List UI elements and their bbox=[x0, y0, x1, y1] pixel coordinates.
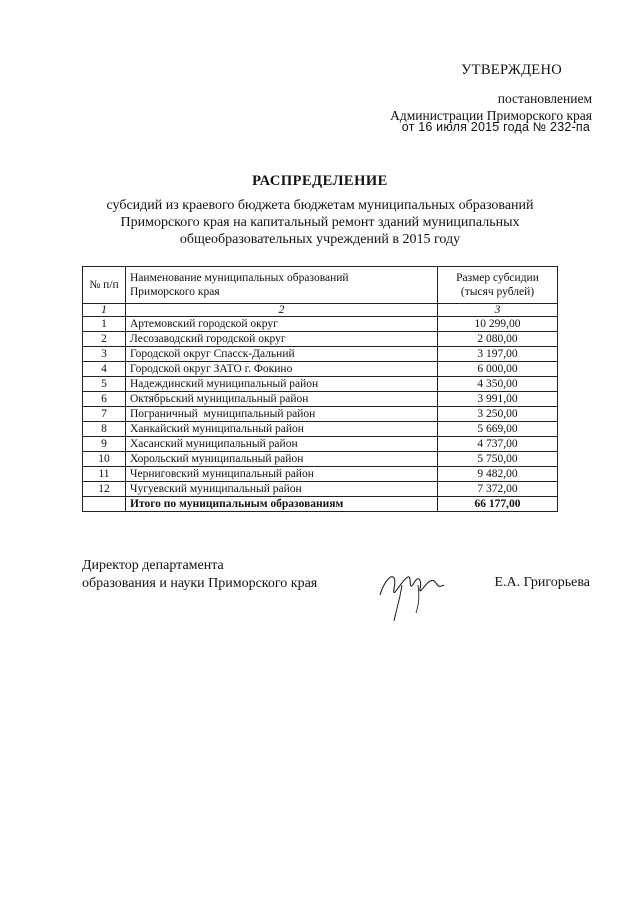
table-row bbox=[83, 452, 558, 467]
row-num: 6 bbox=[83, 392, 126, 407]
subsidy-table bbox=[82, 266, 558, 512]
row-num: 5 bbox=[83, 377, 126, 392]
table-row bbox=[83, 482, 558, 497]
header-amount-line-2: (тысяч рублей) bbox=[460, 286, 535, 298]
row-num: 7 bbox=[83, 407, 126, 422]
row-num: 9 bbox=[83, 437, 126, 452]
row-name: Октябрьский муниципальный район bbox=[126, 392, 438, 407]
row-num: 11 bbox=[83, 467, 126, 482]
table-row bbox=[83, 377, 558, 392]
row-num: 8 bbox=[83, 422, 126, 437]
row-name: Ханкайский муниципальный район bbox=[126, 422, 438, 437]
row-amount: 4 737,00 bbox=[438, 437, 558, 452]
index-cell: 2 bbox=[126, 304, 438, 317]
table-total-row bbox=[83, 497, 558, 512]
header-amount bbox=[438, 267, 558, 304]
total-amount: 66 177,00 bbox=[438, 497, 558, 512]
subtitle-line-3: общеобразовательных учреждений в 2015 году bbox=[179, 232, 461, 247]
row-name: Черниговский муниципальный район bbox=[126, 467, 438, 482]
table-row bbox=[83, 317, 558, 332]
handwritten-signature bbox=[372, 555, 452, 625]
row-name: Хасанский муниципальный район bbox=[126, 437, 438, 452]
row-amount: 5 750,00 bbox=[438, 452, 558, 467]
approval-line-1: постановлением bbox=[497, 91, 592, 106]
document-title: РАСПРЕДЕЛЕНИЕ bbox=[252, 173, 388, 189]
signatory-title-line-2: образования и науки Приморского края bbox=[82, 576, 318, 591]
row-name: Городской округ Спасск-Дальний bbox=[126, 347, 438, 362]
table-row bbox=[83, 437, 558, 452]
row-amount: 9 482,00 bbox=[438, 467, 558, 482]
table-row bbox=[83, 407, 558, 422]
index-cell: 1 bbox=[83, 304, 126, 317]
row-name: Лесозаводский городской округ bbox=[126, 332, 438, 347]
row-name: Артемовский городской округ bbox=[126, 317, 438, 332]
row-num: 12 bbox=[83, 482, 126, 497]
index-cell: 3 bbox=[438, 304, 558, 317]
table-row bbox=[83, 362, 558, 377]
table-row bbox=[83, 347, 558, 362]
row-name: Чугуевский муниципальный район bbox=[126, 482, 438, 497]
row-num: 1 bbox=[83, 317, 126, 332]
table-header-row bbox=[83, 267, 558, 304]
header-amount-line-1: Размер субсидии bbox=[456, 272, 539, 284]
signatory-name: Е.А. Григорьева bbox=[494, 575, 590, 590]
row-amount: 4 350,00 bbox=[438, 377, 558, 392]
row-amount: 10 299,00 bbox=[438, 317, 558, 332]
table-row bbox=[83, 467, 558, 482]
row-name: Городской округ ЗАТО г. Фокино bbox=[126, 362, 438, 377]
row-num: 3 bbox=[83, 347, 126, 362]
header-name-line-1: Наименование муниципальных образований bbox=[130, 272, 349, 284]
row-name: Пограничный муниципальный район bbox=[126, 407, 438, 422]
approval-line-2: Администрации Приморского края bbox=[390, 108, 592, 123]
table-row bbox=[83, 332, 558, 347]
row-num: 10 bbox=[83, 452, 126, 467]
decree-date-stamp: от 16 июля 2015 года № 232-па bbox=[401, 120, 590, 134]
header-name bbox=[126, 267, 438, 304]
header-num: № п/п bbox=[83, 267, 126, 304]
row-num: 4 bbox=[83, 362, 126, 377]
subtitle-line-1: субсидий из краевого бюджета бюджетам муниципальных образований bbox=[106, 198, 534, 213]
header-name-line-2: Приморского края bbox=[130, 286, 220, 298]
table-row bbox=[83, 392, 558, 407]
signatory-title bbox=[82, 557, 317, 593]
approval-basis bbox=[390, 90, 592, 124]
row-amount: 3 250,00 bbox=[438, 407, 558, 422]
row-name: Хорольский муниципальный район bbox=[126, 452, 438, 467]
signatory-title-line-1: Директор департамента bbox=[82, 558, 224, 573]
table-row bbox=[83, 422, 558, 437]
row-amount: 6 000,00 bbox=[438, 362, 558, 377]
row-name: Надеждинский муниципальный район bbox=[126, 377, 438, 392]
total-num-cell bbox=[83, 497, 126, 512]
row-amount: 7 372,00 bbox=[438, 482, 558, 497]
row-amount: 3 197,00 bbox=[438, 347, 558, 362]
row-amount: 2 080,00 bbox=[438, 332, 558, 347]
subtitle-line-2: Приморского края на капитальный ремонт зданий муниципальных bbox=[120, 215, 520, 230]
approved-label: УТВЕРЖДЕНО bbox=[461, 62, 562, 78]
row-amount: 3 991,00 bbox=[438, 392, 558, 407]
total-label: Итого по муниципальным образованиям bbox=[126, 497, 438, 512]
row-amount: 5 669,00 bbox=[438, 422, 558, 437]
row-num: 2 bbox=[83, 332, 126, 347]
column-index-row bbox=[83, 304, 558, 317]
document-subtitle bbox=[90, 197, 550, 248]
